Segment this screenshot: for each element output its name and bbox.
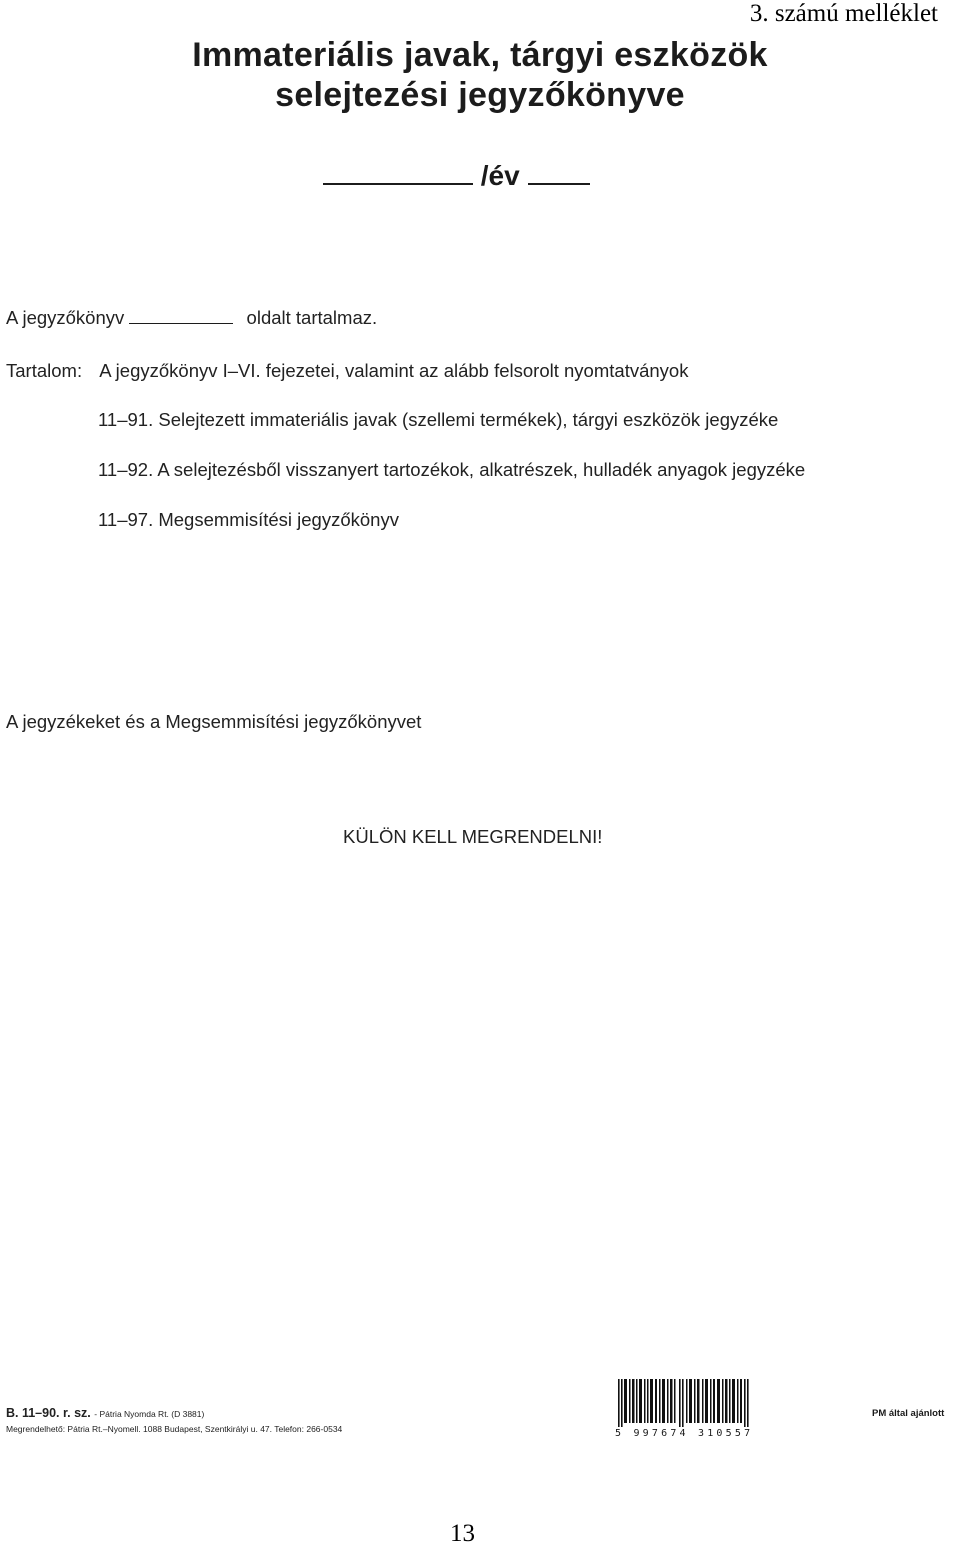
printer-info: - Pátria Nyomda Rt. (D 3881) [94, 1409, 205, 1419]
form-code: 11–92. [98, 459, 154, 480]
pages-suffix: oldalt tartalmaz. [246, 307, 378, 328]
page-number: 13 [450, 1520, 475, 1547]
form-item [98, 459, 805, 481]
pages-blank-line [129, 322, 233, 324]
form-description: Megsemmisítési jegyzőkönyv [158, 509, 399, 530]
year-label: /év [480, 160, 520, 191]
ordering-info: Megrendelhető: Pátria Rt.–Nyomell. 1088 Budapest, Szentkirályi u. 47. Telefon: 266-0534 [6, 1424, 343, 1434]
form-description: A selejtezésből visszanyert tartozékok, alkatrészek, hulladék anyagok jegyzéke [157, 459, 806, 480]
number-blank-line [323, 182, 473, 185]
barcode-image [618, 1379, 752, 1429]
contents-label: Tartalom: [6, 360, 83, 381]
barcode-digits: 5 997674 310557 [615, 1428, 754, 1439]
form-item [98, 409, 778, 431]
pages-statement [6, 307, 377, 329]
contents-row [6, 360, 688, 382]
form-code: 11–97. [98, 509, 154, 530]
recommendation-note: PM által ajánlott [872, 1408, 945, 1419]
form-description: Selejtezett immateriális javak (szellemi termékek), tárgyi eszközök jegyzéke [158, 409, 779, 430]
notice-line: A jegyzékeket és a Megsemmisítési jegyzőkönyvet [6, 711, 422, 732]
document-title-line2: selejtezési jegyzőkönyve [275, 76, 685, 114]
year-blank-line [528, 182, 590, 185]
year-field [323, 160, 590, 192]
document-title-line1: Immateriális javak, tárgyi eszközök [192, 36, 768, 74]
contents-text: A jegyzőkönyv I–VI. fejezetei, valamint az alább felsorolt nyomtatványok [99, 360, 689, 381]
footer-code-line [6, 1406, 204, 1420]
form-item [98, 509, 399, 531]
order-notice: KÜLÖN KELL MEGRENDELNI! [343, 826, 603, 847]
form-code: 11–91. [98, 409, 154, 430]
form-code-footer: B. 11–90. r. sz. [6, 1406, 91, 1420]
pages-prefix: A jegyzőkönyv [6, 307, 125, 328]
annex-label: 3. számú melléklet [749, 0, 938, 27]
